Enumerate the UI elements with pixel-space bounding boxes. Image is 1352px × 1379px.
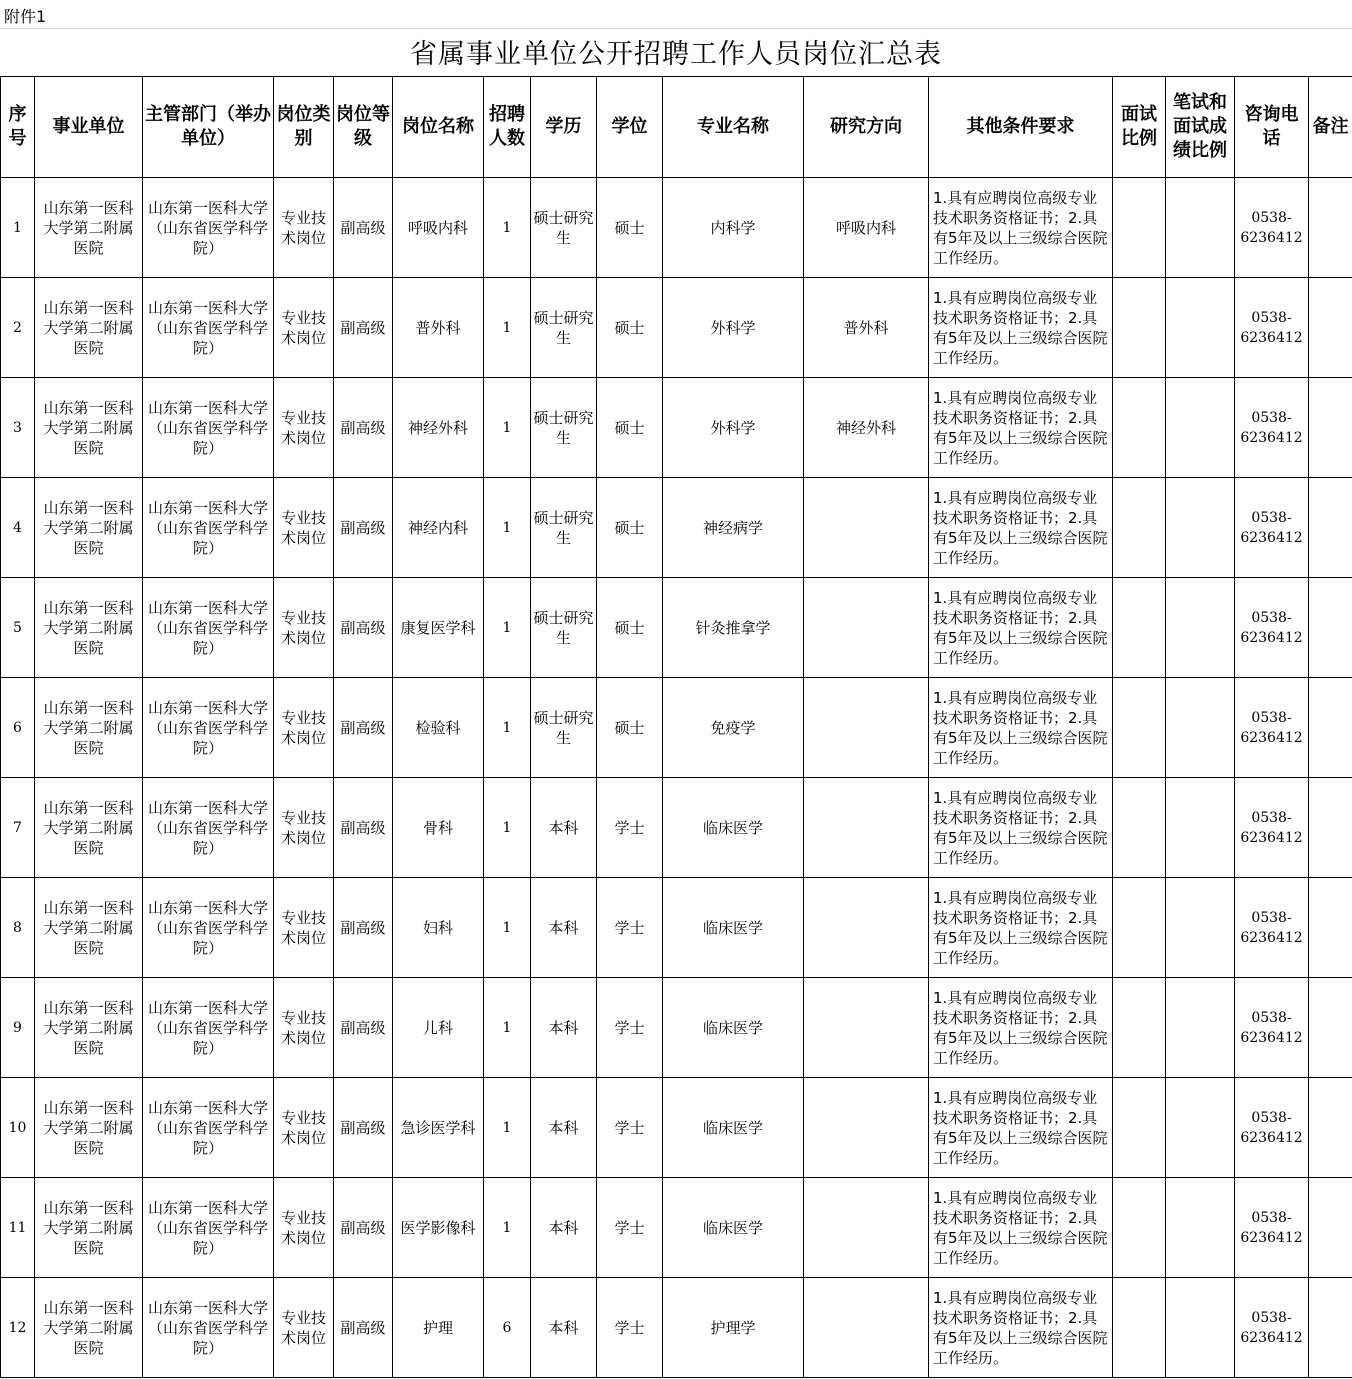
cell-ratio[interactable] <box>1166 878 1235 978</box>
cell-ratio[interactable] <box>1166 1178 1235 1278</box>
cell-interview[interactable] <box>1113 1278 1166 1378</box>
cell-category[interactable]: 专业技术岗位 <box>274 778 334 878</box>
cell-unit[interactable]: 山东第一医科大学第二附属医院 <box>35 378 143 478</box>
cell-cond[interactable]: 1.具有应聘岗位高级专业技术职务资格证书；2.具有5年及以上三级综合医院工作经历。 <box>929 778 1113 878</box>
cell-no[interactable]: 11 <box>1 1178 35 1278</box>
cell-category[interactable]: 专业技术岗位 <box>274 378 334 478</box>
cell-interview[interactable] <box>1113 1078 1166 1178</box>
cell-interview[interactable] <box>1113 478 1166 578</box>
cell-note[interactable] <box>1309 978 1352 1078</box>
cell-research[interactable]: 神经外科 <box>804 378 929 478</box>
cell-dept[interactable]: 山东第一医科大学（山东省医学科学院） <box>143 378 274 478</box>
cell-edu[interactable]: 硕士研究生 <box>531 478 597 578</box>
cell-note[interactable] <box>1309 478 1352 578</box>
cell-no[interactable]: 3 <box>1 378 35 478</box>
cell-count[interactable]: 6 <box>484 1278 531 1378</box>
cell-level[interactable]: 副高级 <box>334 278 393 378</box>
cell-interview[interactable] <box>1113 878 1166 978</box>
cell-unit[interactable]: 山东第一医科大学第二附属医院 <box>35 1278 143 1378</box>
cell-cond[interactable]: 1.具有应聘岗位高级专业技术职务资格证书；2.具有5年及以上三级综合医院工作经历。 <box>929 878 1113 978</box>
header-major[interactable]: 专业名称 <box>663 77 804 178</box>
header-note[interactable]: 备注 <box>1309 77 1352 178</box>
cell-post[interactable]: 康复医学科 <box>393 578 484 678</box>
cell-research[interactable] <box>804 778 929 878</box>
cell-major[interactable]: 临床医学 <box>663 1178 804 1278</box>
cell-cond[interactable]: 1.具有应聘岗位高级专业技术职务资格证书；2.具有5年及以上三级综合医院工作经历。 <box>929 178 1113 278</box>
cell-no[interactable]: 5 <box>1 578 35 678</box>
cell-phone[interactable]: 0538-6236412 <box>1235 1278 1309 1378</box>
cell-ratio[interactable] <box>1166 1278 1235 1378</box>
cell-count[interactable]: 1 <box>484 378 531 478</box>
cell-edu[interactable]: 本科 <box>531 1178 597 1278</box>
cell-unit[interactable]: 山东第一医科大学第二附属医院 <box>35 878 143 978</box>
cell-count[interactable]: 1 <box>484 1178 531 1278</box>
cell-note[interactable] <box>1309 678 1352 778</box>
table-row <box>1 978 1352 1078</box>
table-row <box>1 378 1352 478</box>
header-degree[interactable]: 学位 <box>597 77 663 178</box>
cell-phone[interactable]: 0538-6236412 <box>1235 778 1309 878</box>
cell-note[interactable] <box>1309 1278 1352 1378</box>
cell-major[interactable]: 外科学 <box>663 378 804 478</box>
cell-unit[interactable]: 山东第一医科大学第二附属医院 <box>35 478 143 578</box>
cell-post[interactable]: 儿科 <box>393 978 484 1078</box>
table-row <box>1 178 1352 278</box>
cell-degree[interactable]: 学士 <box>597 878 663 978</box>
header-ratio[interactable]: 笔试和面试成绩比例 <box>1166 77 1235 178</box>
cell-unit[interactable]: 山东第一医科大学第二附属医院 <box>35 778 143 878</box>
cell-cond[interactable]: 1.具有应聘岗位高级专业技术职务资格证书；2.具有5年及以上三级综合医院工作经历。 <box>929 1078 1113 1178</box>
cell-dept[interactable]: 山东第一医科大学（山东省医学科学院） <box>143 978 274 1078</box>
cell-unit[interactable]: 山东第一医科大学第二附属医院 <box>35 1178 143 1278</box>
cell-major[interactable]: 针灸推拿学 <box>663 578 804 678</box>
cell-level[interactable]: 副高级 <box>334 978 393 1078</box>
cell-degree[interactable]: 学士 <box>597 1178 663 1278</box>
cell-degree[interactable]: 硕士 <box>597 178 663 278</box>
cell-category[interactable]: 专业技术岗位 <box>274 278 334 378</box>
cell-phone[interactable]: 0538-6236412 <box>1235 678 1309 778</box>
cell-category[interactable]: 专业技术岗位 <box>274 678 334 778</box>
cell-count[interactable]: 1 <box>484 978 531 1078</box>
cell-note[interactable] <box>1309 178 1352 278</box>
header-no[interactable]: 序号 <box>1 77 35 178</box>
cell-dept[interactable]: 山东第一医科大学（山东省医学科学院） <box>143 178 274 278</box>
cell-dept[interactable]: 山东第一医科大学（山东省医学科学院） <box>143 778 274 878</box>
cell-edu[interactable]: 本科 <box>531 778 597 878</box>
header-unit[interactable]: 事业单位 <box>35 77 143 178</box>
cell-research[interactable] <box>804 1078 929 1178</box>
cell-level[interactable]: 副高级 <box>334 778 393 878</box>
cell-major[interactable]: 临床医学 <box>663 878 804 978</box>
cell-no[interactable]: 9 <box>1 978 35 1078</box>
cell-post[interactable]: 普外科 <box>393 278 484 378</box>
cell-no[interactable]: 2 <box>1 278 35 378</box>
cell-edu[interactable]: 本科 <box>531 1078 597 1178</box>
cell-research[interactable] <box>804 1178 929 1278</box>
cell-count[interactable]: 1 <box>484 178 531 278</box>
cell-major[interactable]: 护理学 <box>663 1278 804 1378</box>
cell-category[interactable]: 专业技术岗位 <box>274 1278 334 1378</box>
header-row <box>1 77 1352 178</box>
cell-interview[interactable] <box>1113 678 1166 778</box>
cell-dept[interactable]: 山东第一医科大学（山东省医学科学院） <box>143 878 274 978</box>
table-body <box>1 178 1352 1378</box>
cell-category[interactable]: 专业技术岗位 <box>274 1078 334 1178</box>
cell-research[interactable] <box>804 578 929 678</box>
cell-degree[interactable]: 硕士 <box>597 678 663 778</box>
table-row <box>1 1178 1352 1278</box>
table-row <box>1 478 1352 578</box>
cell-count[interactable]: 1 <box>484 678 531 778</box>
cell-level[interactable]: 副高级 <box>334 478 393 578</box>
cell-no[interactable]: 4 <box>1 478 35 578</box>
table-row <box>1 1078 1352 1178</box>
cell-phone[interactable]: 0538-6236412 <box>1235 178 1309 278</box>
cell-degree[interactable]: 硕士 <box>597 578 663 678</box>
table-row <box>1 278 1352 378</box>
cell-degree[interactable]: 硕士 <box>597 378 663 478</box>
gridline <box>0 28 1352 29</box>
cell-unit[interactable]: 山东第一医科大学第二附属医院 <box>35 678 143 778</box>
cell-degree[interactable]: 学士 <box>597 978 663 1078</box>
table-row <box>1 678 1352 778</box>
cell-category[interactable]: 专业技术岗位 <box>274 878 334 978</box>
cell-major[interactable]: 免疫学 <box>663 678 804 778</box>
cell-no[interactable]: 12 <box>1 1278 35 1378</box>
header-phone[interactable]: 咨询电话 <box>1235 77 1309 178</box>
cell-cond[interactable]: 1.具有应聘岗位高级专业技术职务资格证书；2.具有5年及以上三级综合医院工作经历。 <box>929 978 1113 1078</box>
cell-ratio[interactable] <box>1166 678 1235 778</box>
cell-count[interactable]: 1 <box>484 778 531 878</box>
cell-research[interactable] <box>804 878 929 978</box>
cell-post[interactable]: 急诊医学科 <box>393 1078 484 1178</box>
attachment-label: 附件1 <box>4 7 47 26</box>
cell-ratio[interactable] <box>1166 1078 1235 1178</box>
cell-degree[interactable]: 学士 <box>597 1278 663 1378</box>
cell-unit[interactable]: 山东第一医科大学第二附属医院 <box>35 578 143 678</box>
cell-dept[interactable]: 山东第一医科大学（山东省医学科学院） <box>143 478 274 578</box>
cell-interview[interactable] <box>1113 178 1166 278</box>
cell-ratio[interactable] <box>1166 778 1235 878</box>
cell-note[interactable] <box>1309 778 1352 878</box>
cell-post[interactable]: 呼吸内科 <box>393 178 484 278</box>
cell-ratio[interactable] <box>1166 378 1235 478</box>
cell-dept[interactable]: 山东第一医科大学（山东省医学科学院） <box>143 678 274 778</box>
header-post[interactable]: 岗位名称 <box>393 77 484 178</box>
header-category[interactable]: 岗位类别 <box>274 77 334 178</box>
cell-research[interactable] <box>804 978 929 1078</box>
cell-level[interactable]: 副高级 <box>334 678 393 778</box>
cell-post[interactable]: 神经内科 <box>393 478 484 578</box>
cell-phone[interactable]: 0538-6236412 <box>1235 1178 1309 1278</box>
cell-dept[interactable]: 山东第一医科大学（山东省医学科学院） <box>143 578 274 678</box>
cell-post[interactable]: 护理 <box>393 1278 484 1378</box>
cell-interview[interactable] <box>1113 578 1166 678</box>
cell-dept[interactable]: 山东第一医科大学（山东省医学科学院） <box>143 1178 274 1278</box>
cell-edu[interactable]: 硕士研究生 <box>531 678 597 778</box>
cell-edu[interactable]: 硕士研究生 <box>531 178 597 278</box>
cell-count[interactable]: 1 <box>484 578 531 678</box>
header-dept[interactable]: 主管部门（举办单位） <box>143 77 274 178</box>
cell-no[interactable]: 10 <box>1 1078 35 1178</box>
cell-cond[interactable]: 1.具有应聘岗位高级专业技术职务资格证书；2.具有5年及以上三级综合医院工作经历。 <box>929 678 1113 778</box>
cell-cond[interactable]: 1.具有应聘岗位高级专业技术职务资格证书；2.具有5年及以上三级综合医院工作经历。 <box>929 478 1113 578</box>
cell-phone[interactable]: 0538-6236412 <box>1235 978 1309 1078</box>
cell-note[interactable] <box>1309 878 1352 978</box>
cell-research[interactable]: 呼吸内科 <box>804 178 929 278</box>
header-level[interactable]: 岗位等级 <box>334 77 393 178</box>
cell-major[interactable]: 临床医学 <box>663 778 804 878</box>
cell-category[interactable]: 专业技术岗位 <box>274 478 334 578</box>
cell-dept[interactable]: 山东第一医科大学（山东省医学科学院） <box>143 1078 274 1178</box>
page-title: 省属事业单位公开招聘工作人员岗位汇总表 <box>410 39 942 70</box>
cell-note[interactable] <box>1309 1178 1352 1278</box>
cell-phone[interactable]: 0538-6236412 <box>1235 878 1309 978</box>
header-cond[interactable]: 其他条件要求 <box>929 77 1113 178</box>
cell-level[interactable]: 副高级 <box>334 378 393 478</box>
cell-major[interactable]: 临床医学 <box>663 1078 804 1178</box>
cell-research[interactable] <box>804 1278 929 1378</box>
cell-count[interactable]: 1 <box>484 478 531 578</box>
cell-edu[interactable]: 本科 <box>531 878 597 978</box>
cell-unit[interactable]: 山东第一医科大学第二附属医院 <box>35 178 143 278</box>
cell-degree[interactable]: 硕士 <box>597 278 663 378</box>
cell-note[interactable] <box>1309 278 1352 378</box>
cell-interview[interactable] <box>1113 278 1166 378</box>
cell-post[interactable]: 骨科 <box>393 778 484 878</box>
table-row <box>1 1278 1352 1378</box>
cell-cond[interactable]: 1.具有应聘岗位高级专业技术职务资格证书；2.具有5年及以上三级综合医院工作经历。 <box>929 578 1113 678</box>
cell-count[interactable]: 1 <box>484 1078 531 1178</box>
table-row <box>1 878 1352 978</box>
cell-no[interactable]: 7 <box>1 778 35 878</box>
cell-edu[interactable]: 本科 <box>531 1278 597 1378</box>
cell-cond[interactable]: 1.具有应聘岗位高级专业技术职务资格证书；2.具有5年及以上三级综合医院工作经历。 <box>929 1278 1113 1378</box>
header-interview[interactable]: 面试比例 <box>1113 77 1166 178</box>
cell-count[interactable]: 1 <box>484 878 531 978</box>
cell-note[interactable] <box>1309 578 1352 678</box>
cell-no[interactable]: 1 <box>1 178 35 278</box>
cell-phone[interactable]: 0538-6236412 <box>1235 378 1309 478</box>
cell-interview[interactable] <box>1113 378 1166 478</box>
cell-research[interactable] <box>804 678 929 778</box>
cell-research[interactable]: 普外科 <box>804 278 929 378</box>
cell-interview[interactable] <box>1113 978 1166 1078</box>
table-row <box>1 778 1352 878</box>
cell-ratio[interactable] <box>1166 178 1235 278</box>
cell-phone[interactable]: 0538-6236412 <box>1235 478 1309 578</box>
cell-major[interactable]: 内科学 <box>663 178 804 278</box>
cell-unit[interactable]: 山东第一医科大学第二附属医院 <box>35 278 143 378</box>
cell-edu[interactable]: 硕士研究生 <box>531 578 597 678</box>
cell-category[interactable]: 专业技术岗位 <box>274 1178 334 1278</box>
cell-category[interactable]: 专业技术岗位 <box>274 978 334 1078</box>
cell-post[interactable]: 医学影像科 <box>393 1178 484 1278</box>
cell-dept[interactable]: 山东第一医科大学（山东省医学科学院） <box>143 278 274 378</box>
cell-phone[interactable]: 0538-6236412 <box>1235 1078 1309 1178</box>
cell-major[interactable]: 外科学 <box>663 278 804 378</box>
cell-level[interactable]: 副高级 <box>334 178 393 278</box>
cell-ratio[interactable] <box>1166 978 1235 1078</box>
table-row <box>1 578 1352 678</box>
cell-level[interactable]: 副高级 <box>334 1278 393 1378</box>
cell-interview[interactable] <box>1113 1178 1166 1278</box>
cell-category[interactable]: 专业技术岗位 <box>274 578 334 678</box>
cell-edu[interactable]: 硕士研究生 <box>531 378 597 478</box>
cell-category[interactable]: 专业技术岗位 <box>274 178 334 278</box>
cell-cond[interactable]: 1.具有应聘岗位高级专业技术职务资格证书；2.具有5年及以上三级综合医院工作经历。 <box>929 1178 1113 1278</box>
cell-count[interactable]: 1 <box>484 278 531 378</box>
cell-phone[interactable]: 0538-6236412 <box>1235 578 1309 678</box>
cell-degree[interactable]: 学士 <box>597 778 663 878</box>
cell-dept[interactable]: 山东第一医科大学（山东省医学科学院） <box>143 1278 274 1378</box>
cell-edu[interactable]: 硕士研究生 <box>531 278 597 378</box>
cell-level[interactable]: 副高级 <box>334 1078 393 1178</box>
cell-ratio[interactable] <box>1166 278 1235 378</box>
cell-major[interactable]: 临床医学 <box>663 978 804 1078</box>
cell-ratio[interactable] <box>1166 478 1235 578</box>
cell-no[interactable]: 8 <box>1 878 35 978</box>
cell-cond[interactable]: 1.具有应聘岗位高级专业技术职务资格证书；2.具有5年及以上三级综合医院工作经历。 <box>929 378 1113 478</box>
cell-level[interactable]: 副高级 <box>334 878 393 978</box>
cell-major[interactable]: 神经病学 <box>663 478 804 578</box>
header-count[interactable]: 招聘人数 <box>484 77 531 178</box>
cell-phone[interactable]: 0538-6236412 <box>1235 278 1309 378</box>
cell-note[interactable] <box>1309 378 1352 478</box>
cell-post[interactable]: 神经外科 <box>393 378 484 478</box>
cell-post[interactable]: 检验科 <box>393 678 484 778</box>
cell-no[interactable]: 6 <box>1 678 35 778</box>
cell-degree[interactable]: 学士 <box>597 1078 663 1178</box>
cell-level[interactable]: 副高级 <box>334 578 393 678</box>
cell-unit[interactable]: 山东第一医科大学第二附属医院 <box>35 1078 143 1178</box>
cell-research[interactable] <box>804 478 929 578</box>
cell-level[interactable]: 副高级 <box>334 1178 393 1278</box>
cell-cond[interactable]: 1.具有应聘岗位高级专业技术职务资格证书；2.具有5年及以上三级综合医院工作经历。 <box>929 278 1113 378</box>
cell-ratio[interactable] <box>1166 578 1235 678</box>
positions-table <box>0 76 1352 1378</box>
cell-degree[interactable]: 硕士 <box>597 478 663 578</box>
cell-note[interactable] <box>1309 1078 1352 1178</box>
cell-interview[interactable] <box>1113 778 1166 878</box>
cell-post[interactable]: 妇科 <box>393 878 484 978</box>
cell-edu[interactable]: 本科 <box>531 978 597 1078</box>
header-research[interactable]: 研究方向 <box>804 77 929 178</box>
cell-unit[interactable]: 山东第一医科大学第二附属医院 <box>35 978 143 1078</box>
header-edu[interactable]: 学历 <box>531 77 597 178</box>
